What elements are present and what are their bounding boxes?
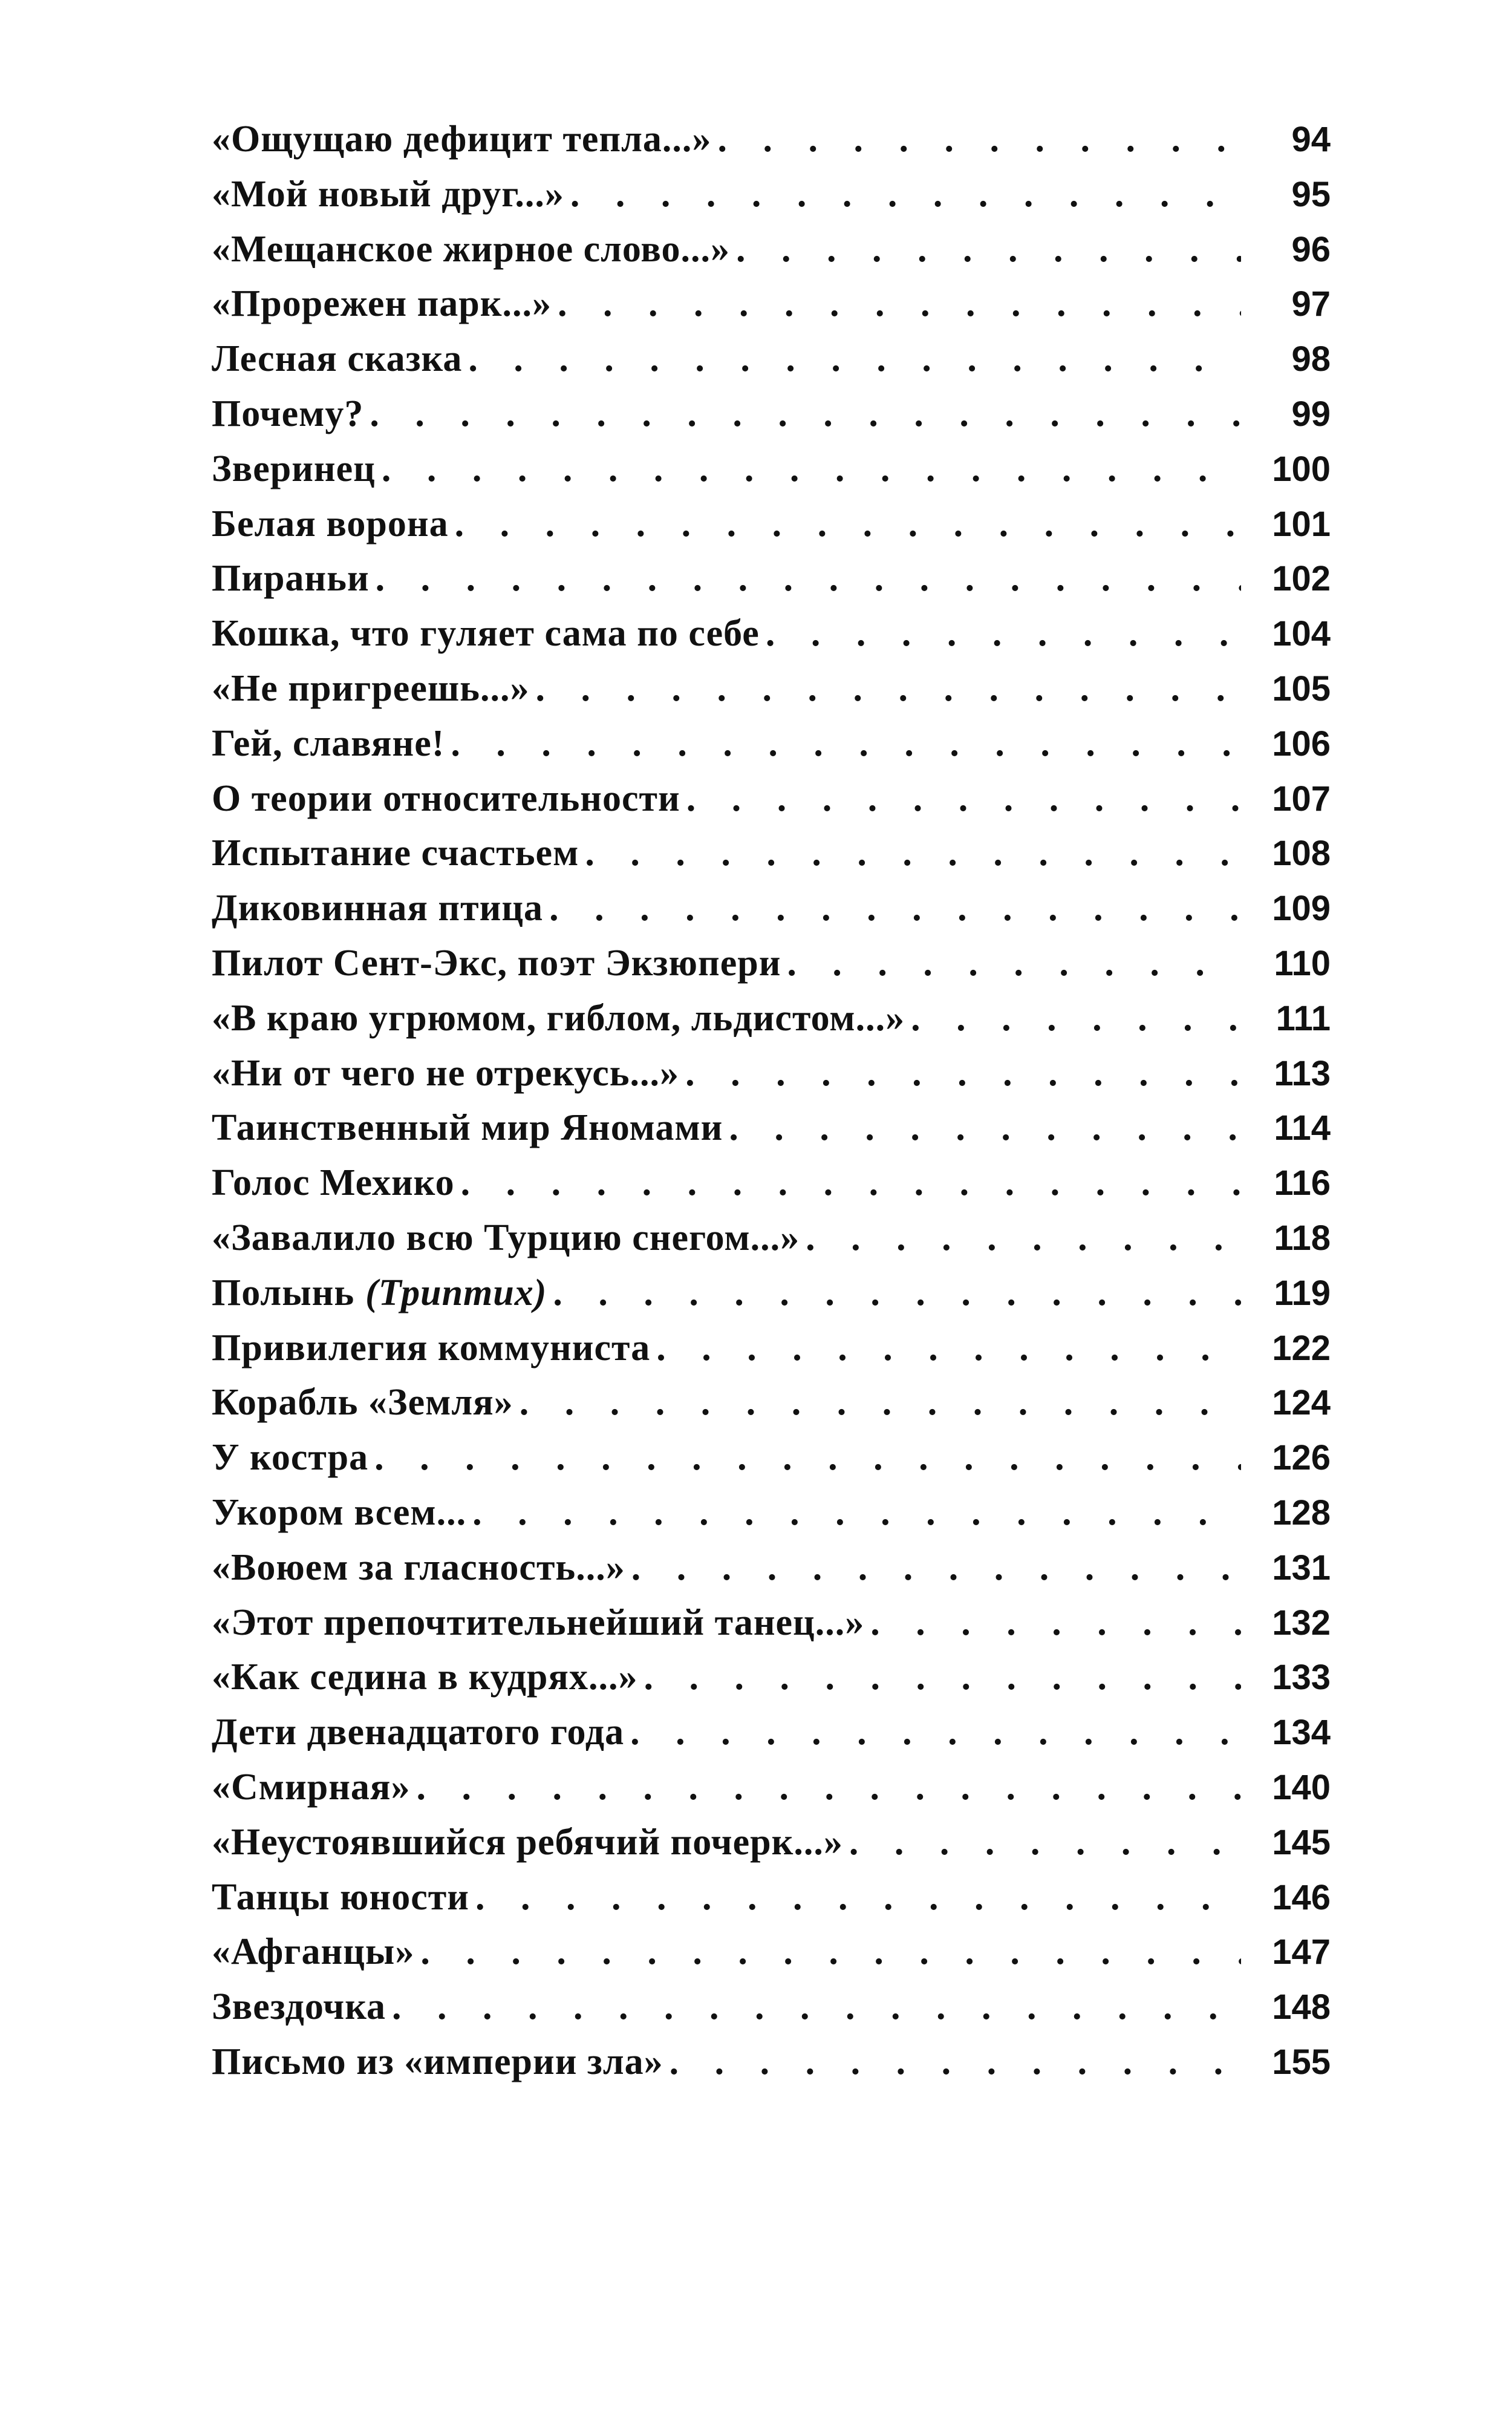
toc-entry (212, 1711, 1331, 1766)
toc-entry-page-number: 105 (1272, 669, 1331, 708)
toc-dot-leader (420, 1931, 1241, 1974)
toc-dot-leader (806, 1217, 1241, 1260)
toc-dot-leader (468, 338, 1241, 381)
toc-entry-title (212, 832, 579, 875)
toc-entry (212, 1272, 1331, 1327)
toc-entry-title (212, 1491, 466, 1534)
toc-entry-title (212, 283, 552, 325)
toc-entry-title (212, 777, 680, 820)
toc-entry (212, 1217, 1331, 1272)
toc-dot-leader (656, 1327, 1241, 1370)
toc-entry-title-text: Танцы юности (212, 1876, 469, 1918)
toc-entry-title (212, 1107, 723, 1150)
toc-dot-leader (376, 557, 1241, 600)
toc-entry (212, 887, 1331, 942)
toc-entry-title-text: Почему? (212, 393, 364, 434)
toc-entry-title (212, 557, 370, 600)
toc-dot-leader (670, 2041, 1241, 2084)
toc-dot-leader (520, 1381, 1241, 1424)
toc-entry-title (212, 1162, 455, 1205)
toc-entry (212, 338, 1331, 393)
toc-entry-title (212, 997, 905, 1040)
toc-entry-subtitle: (Триптих) (365, 1272, 547, 1313)
toc-entry (212, 1381, 1331, 1436)
toc-dot-leader (461, 1162, 1241, 1205)
toc-entry-title (212, 503, 449, 546)
toc-entry-title-text: Голос Мехико (212, 1162, 455, 1204)
toc-entry-page-number: 110 (1274, 943, 1331, 983)
toc-entry-title-text: «Не пригреешь...» (212, 667, 530, 709)
toc-entry-title (212, 1986, 386, 2029)
toc-entry (212, 283, 1331, 338)
toc-dot-leader (729, 1107, 1241, 1150)
toc-entry-page-number: 100 (1272, 449, 1331, 489)
toc-entry-title-text: Укором всем... (212, 1491, 467, 1533)
toc-entry-page-number: 99 (1291, 394, 1331, 434)
toc-entry-page-number: 97 (1291, 284, 1331, 324)
toc-dot-leader (630, 1711, 1241, 1754)
toc-dot-leader (455, 503, 1241, 546)
toc-entry-page-number: 119 (1274, 1273, 1331, 1313)
toc-entry-title (212, 1876, 469, 1919)
toc-entry (212, 1821, 1331, 1876)
toc-entry-title (212, 612, 760, 655)
toc-dot-leader (736, 228, 1241, 271)
toc-dot-leader (475, 1876, 1241, 1919)
toc-entry-title (212, 887, 543, 930)
toc-entry-title-text: «Завалило всю Турцию снегом...» (212, 1217, 800, 1258)
toc-entry (212, 1436, 1331, 1491)
toc-entry-page-number: 126 (1272, 1438, 1331, 1478)
toc-entry-page-number: 108 (1272, 834, 1331, 874)
toc-dot-leader (685, 1052, 1241, 1095)
toc-entry (212, 557, 1331, 612)
toc-entry-page-number: 132 (1272, 1603, 1331, 1643)
toc-dot-leader (585, 832, 1241, 875)
toc-entry-title-text: Белая ворона (212, 503, 449, 544)
toc-dot-leader (370, 393, 1241, 436)
toc-entry-title-text: Дети двенадцатого года (212, 1712, 625, 1753)
toc-entry (212, 722, 1331, 777)
toc-entry-title-text: Диковинная птица (212, 888, 544, 929)
toc-entry-page-number: 94 (1291, 120, 1331, 159)
toc-entry-title-text: «Как седина в кудрях...» (212, 1656, 638, 1698)
toc-entry-title-text: Испытание счастьем (212, 832, 579, 874)
toc-entry-title-text: Письмо из «империи зла» (212, 2041, 663, 2082)
toc-entry (212, 1327, 1331, 1382)
toc-entry-title (212, 942, 781, 985)
toc-entry (212, 997, 1331, 1052)
toc-entry-title-text: Корабль «Земля» (212, 1382, 513, 1424)
toc-entry-title (212, 722, 445, 765)
toc-entry (212, 1601, 1331, 1656)
toc-entry-title-text: О теории относительности (212, 777, 680, 819)
toc-dot-leader (451, 722, 1241, 765)
toc-entry-page-number: 147 (1272, 1932, 1331, 1972)
toc-entry-title (212, 1766, 410, 1809)
toc-entry (212, 1546, 1331, 1601)
toc-entry-title (212, 1931, 414, 1974)
toc-entry-title-text: Звездочка (212, 1986, 386, 2028)
toc-entry-title-text: У костра (212, 1437, 369, 1479)
toc-entry-page-number: 104 (1272, 614, 1331, 654)
toc-entry-page-number: 118 (1274, 1218, 1331, 1258)
toc-entry-title-text: Гей, славяне! (212, 722, 445, 764)
toc-entry (212, 118, 1331, 173)
toc-entry-title-text: Пираньи (212, 558, 370, 600)
toc-entry-title (212, 1217, 800, 1260)
toc-entry-page-number: 131 (1272, 1548, 1331, 1588)
toc-dot-leader (686, 777, 1241, 820)
toc-entry-page-number: 98 (1291, 339, 1331, 379)
toc-entry (212, 832, 1331, 887)
toc-entry-page-number: 146 (1272, 1877, 1331, 1917)
toc-entry-title-text: Лесная сказка (212, 338, 463, 380)
toc-dot-leader (374, 1436, 1241, 1479)
toc-entry (212, 1656, 1331, 1711)
toc-dot-leader (416, 1766, 1241, 1809)
toc-entry-title (212, 118, 711, 161)
toc-entry-title (212, 228, 730, 271)
toc-entry-title (212, 1272, 547, 1315)
toc-entry-page-number: 102 (1272, 559, 1331, 599)
toc-entry-page-number: 128 (1272, 1493, 1331, 1532)
toc-entry-page-number: 111 (1276, 998, 1331, 1038)
toc-dot-leader (392, 1986, 1241, 2029)
toc-entry-page-number: 148 (1272, 1987, 1331, 2027)
toc-entry-title (212, 1546, 625, 1589)
toc-entry-title-text: Зверинец (212, 448, 376, 489)
toc-entry-title (212, 1436, 368, 1479)
toc-entry-page-number: 116 (1274, 1163, 1331, 1203)
toc-entry-title-text: Привилегия коммуниста (212, 1327, 651, 1369)
toc-entry-title (212, 393, 363, 436)
toc-entry-title (212, 173, 564, 216)
toc-entry (212, 1766, 1331, 1821)
toc-entry-title-text: «Афганцы» (212, 1931, 415, 1973)
toc-entry-page-number: 145 (1272, 1822, 1331, 1862)
toc-entry (212, 1931, 1331, 1986)
toc-dot-leader (558, 283, 1241, 325)
toc-entry-title-text: «Смирная» (212, 1766, 411, 1808)
toc-entry-title (212, 2041, 663, 2084)
toc-entry (212, 1162, 1331, 1217)
toc-dot-leader (644, 1656, 1241, 1699)
toc-entry-page-number: 140 (1272, 1767, 1331, 1807)
toc-entry-title-text: Полынь (212, 1272, 355, 1313)
toc-entry-title (212, 1656, 637, 1699)
toc-entry-page-number: 101 (1272, 504, 1331, 544)
toc-entry-title (212, 1821, 843, 1864)
toc-dot-leader (911, 997, 1241, 1040)
toc-entry-page-number: 134 (1272, 1713, 1331, 1753)
toc-entry (212, 228, 1331, 283)
toc-dot-leader (535, 667, 1241, 710)
toc-entry-title-text: Пилот Сент-Экс, поэт Экзюпери (212, 942, 781, 984)
toc-entry-title-text: «Неустоявшийся ребячий почерк...» (212, 1821, 843, 1863)
toc-entry-page-number: 106 (1272, 724, 1331, 764)
toc-dot-leader (631, 1546, 1241, 1589)
toc-entry-title-text: Таинственный мир Яномами (212, 1107, 723, 1149)
toc-entry-title (212, 338, 462, 381)
toc-dot-leader (472, 1491, 1241, 1534)
toc-entry-title-text: «В краю угрюмом, гиблом, льдистом...» (212, 997, 905, 1039)
toc-entry (212, 173, 1331, 228)
toc-entry-title-text: «Этот препочтительнейший танец...» (212, 1601, 865, 1643)
toc-entry (212, 2041, 1331, 2096)
toc-entry-title-text: «Мой новый друг...» (212, 173, 564, 215)
toc-dot-leader (787, 942, 1241, 985)
toc-entry (212, 1986, 1331, 2041)
toc-entry (212, 942, 1331, 997)
toc-entry-title-text: «Прорежен парк...» (212, 283, 552, 325)
toc-entry-page-number: 114 (1274, 1108, 1331, 1148)
toc-entry-page-number: 124 (1272, 1383, 1331, 1423)
table-of-contents (212, 118, 1331, 2096)
toc-entry-page-number: 113 (1274, 1053, 1331, 1093)
toc-entry (212, 777, 1331, 832)
toc-dot-leader (570, 173, 1241, 216)
toc-entry-page-number: 107 (1272, 779, 1331, 819)
toc-entry-page-number: 155 (1272, 2042, 1331, 2082)
toc-dot-leader (549, 887, 1241, 930)
toc-entry-title (212, 1052, 679, 1095)
toc-dot-leader (553, 1272, 1241, 1315)
toc-entry-title (212, 667, 529, 710)
toc-dot-leader (766, 612, 1241, 655)
toc-entry (212, 393, 1331, 448)
toc-entry-title-text: «Ощущаю дефицит тепла...» (212, 119, 712, 160)
toc-entry (212, 1107, 1331, 1162)
toc-entry (212, 448, 1331, 503)
toc-entry-page-number: 122 (1272, 1328, 1331, 1368)
toc-entry-page-number: 95 (1291, 174, 1331, 214)
toc-entry-title-text: «Ни от чего не отрекусь...» (212, 1052, 680, 1094)
toc-entry-page-number: 96 (1291, 229, 1331, 269)
toc-entry (212, 612, 1331, 667)
toc-dot-leader (870, 1601, 1241, 1644)
toc-entry (212, 1876, 1331, 1931)
toc-entry-title (212, 1327, 650, 1370)
toc-entry-page-number: 109 (1272, 889, 1331, 929)
toc-entry (212, 503, 1331, 558)
toc-entry-title (212, 448, 376, 491)
toc-entry-title (212, 1381, 513, 1424)
toc-entry (212, 667, 1331, 722)
toc-entry-title-text: Кошка, что гуляет сама по себе (212, 613, 760, 655)
toc-dot-leader (849, 1821, 1241, 1864)
toc-entry-title (212, 1601, 864, 1644)
toc-entry-title (212, 1711, 624, 1754)
toc-dot-leader (717, 118, 1241, 161)
toc-dot-leader (382, 448, 1241, 491)
toc-entry-title-text: «Воюем за гласность...» (212, 1546, 625, 1588)
toc-entry (212, 1052, 1331, 1107)
toc-entry-page-number: 133 (1272, 1658, 1331, 1698)
toc-entry (212, 1491, 1331, 1546)
toc-entry-title-text: «Мещанское жирное слово...» (212, 228, 730, 270)
